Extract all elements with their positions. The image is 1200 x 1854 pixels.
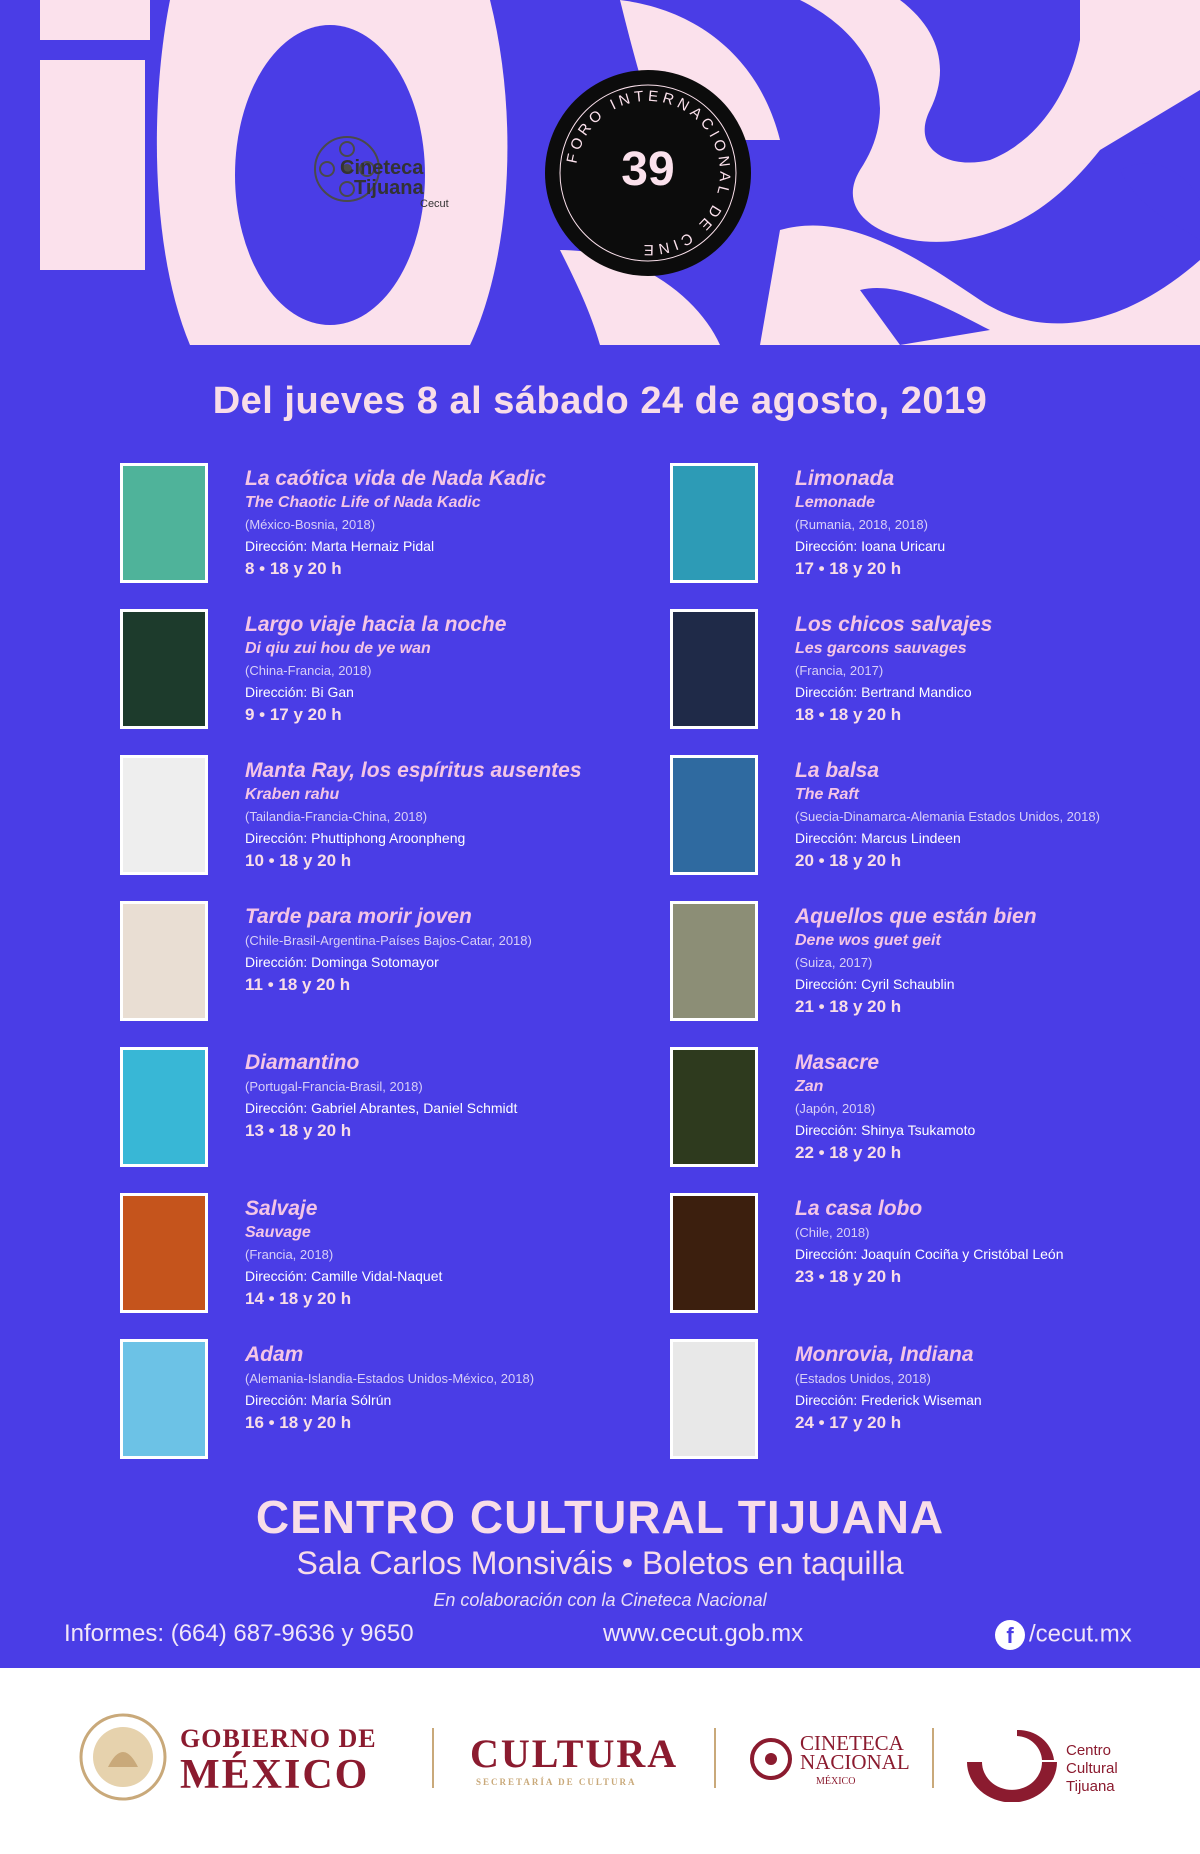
film-director: Dirección: Camille Vidal-Naquet [245,1268,443,1284]
film-screening-time: 11 • 18 y 20 h [245,975,351,994]
cineteca-tijuana-logo [312,128,472,218]
film-director: Dirección: Shinya Tsukamoto [795,1122,976,1138]
cineteca-nacional-line1: CINETECA [800,1731,904,1755]
film-screening-time: 24 • 17 y 20 h [795,1413,902,1432]
facebook-handle: /cecut.mx [1029,1620,1132,1648]
collaboration-note: En colaboración con la Cineteca Nacional [433,1590,767,1610]
film-country-year: (Tailandia-Francia-China, 2018) [245,809,428,824]
film-director: Dirección: Frederick Wiseman [795,1392,982,1408]
film-country-year: (Suecia-Dinamarca-Alemania Estados Unidos, 2018) [795,809,1100,824]
film-screening-time: 8 • 18 y 20 h [245,559,342,578]
film-country-year: (Rumania, 2018, 2018) [795,517,928,532]
logo-line2: Tijuana [354,177,424,199]
film-screening-time: 23 • 18 y 20 h [795,1267,902,1286]
film-info [245,1050,665,1143]
film-info [245,466,665,581]
film-country-year: (Portugal-Francia-Brasil, 2018) [245,1079,423,1094]
film-director: Dirección: Marcus Lindeen [795,830,961,846]
film-info [245,904,665,997]
film-info [245,1342,665,1435]
film-column-left [123,460,653,1482]
film-poster-thumbnail [123,1050,205,1164]
film-info [245,612,665,727]
film-screening-time: 22 • 18 y 20 h [795,1143,902,1162]
film-entry [123,898,653,1044]
film-country-year: (México-Bosnia, 2018) [245,517,376,532]
film-title: Adam [245,1343,304,1366]
film-poster-thumbnail [673,466,755,580]
film-title: Largo viaje hacia la noche [245,613,507,636]
footer-divider-3 [932,1728,934,1788]
film-entry [673,898,1200,1044]
logo-line1: Cineteca [340,157,424,179]
film-screening-time: 10 • 18 y 20 h [245,851,352,870]
venue-title: CENTRO CULTURAL TIJUANA [255,1491,945,1543]
gobierno-line1: GOBIERNO DE [180,1724,377,1753]
festival-dates: Del jueves 8 al sábado 24 de agosto, 2019 [212,380,988,422]
film-info [795,612,1200,727]
film-poster-thumbnail [673,904,755,1018]
gobierno-mexico-logo [180,1724,377,1796]
badge-ring-text: FORO INTERNACIONAL DE CINE [563,87,734,259]
film-original-title: Zan [795,1078,824,1095]
footer-divider-1 [432,1728,434,1788]
film-director: Dirección: Joaquín Cociña y Cristóbal León [795,1246,1064,1262]
film-director: Dirección: Bi Gan [245,684,354,700]
cecut-logo-icon [962,1722,1062,1802]
mexico-coat-of-arms-icon [78,1712,168,1802]
film-screening-time: 18 • 18 y 20 h [795,705,902,724]
film-title: Salvaje [245,1197,318,1220]
cecut-line3: Tijuana [1066,1778,1115,1795]
film-entry [123,1336,653,1482]
foro-39-badge [545,70,751,276]
film-country-year: (Suiza, 2017) [795,955,873,970]
film-title: Limonada [795,467,895,490]
film-entry [123,1190,653,1336]
film-title: La casa lobo [795,1197,923,1220]
film-director: Dirección: Ioana Uricaru [795,538,946,554]
cecut-line2: Cultural [1066,1760,1118,1777]
film-director: Dirección: Bertrand Mandico [795,684,972,700]
film-title: Los chicos salvajes [795,613,993,636]
film-screening-time: 21 • 18 y 20 h [795,997,902,1016]
cineteca-nacional-icon [750,1738,792,1780]
film-info [795,466,1200,581]
film-info [795,1050,1200,1165]
cultura-logo [470,1730,678,1787]
film-country-year: (Francia, 2018) [245,1247,334,1262]
cultura-subtitle: SECRETARÍA DE CULTURA [476,1777,637,1787]
film-title: Diamantino [245,1051,360,1074]
film-screening-time: 20 • 18 y 20 h [795,851,902,870]
film-entry [123,606,653,752]
film-director: Dirección: Marta Hernaiz Pidal [245,538,435,554]
film-country-year: (China-Francia, 2018) [245,663,372,678]
film-poster-thumbnail [673,612,755,726]
film-original-title: The Chaotic Life of Nada Kadic [245,494,481,511]
facebook-link[interactable] [995,1620,1132,1650]
film-poster-thumbnail [123,612,205,726]
film-country-year: (Estados Unidos, 2018) [795,1371,931,1386]
film-title: Aquellos que están bien [795,905,1037,928]
film-info [245,758,665,873]
film-entry [673,1044,1200,1190]
film-director: Dirección: Phuttiphong Aroonpheng [245,830,466,846]
film-info [795,758,1200,873]
cineteca-nacional-logo [800,1731,910,1791]
film-poster-thumbnail [123,1342,205,1456]
film-info [795,1342,1200,1435]
film-country-year: (Japón, 2018) [795,1101,876,1116]
film-entry [673,460,1200,606]
film-poster-thumbnail [673,1050,755,1164]
badge-number: 39 [621,143,675,196]
film-entry [673,606,1200,752]
film-original-title: Lemonade [795,494,876,511]
film-poster-thumbnail [123,758,205,872]
film-title: La caótica vida de Nada Kadic [245,467,547,490]
cecut-logo-text [1066,1742,1118,1796]
sala-info: Sala Carlos Monsiváis • Boletos en taquilla [296,1545,904,1581]
film-poster-thumbnail [673,1196,755,1310]
film-director: Dirección: Gabriel Abrantes, Daniel Schmidt [245,1100,518,1116]
film-poster-thumbnail [673,1342,755,1456]
film-info [795,1196,1200,1289]
film-original-title: Kraben rahu [245,786,340,803]
film-entry [673,1190,1200,1336]
cineteca-nacional-line3: MÉXICO [816,1776,856,1787]
film-entry [123,460,653,606]
film-entry [123,1044,653,1190]
contact-website[interactable]: www.cecut.gob.mx [603,1620,804,1647]
gobierno-line2: MÉXICO [180,1752,370,1798]
cineteca-nacional-line2: NACIONAL [800,1750,910,1774]
film-poster-thumbnail [673,758,755,872]
film-director: Dirección: Cyril Schaublin [795,976,955,992]
film-director: Dirección: Dominga Sotomayor [245,954,439,970]
film-original-title: Di qiu zui hou de ye wan [245,640,431,657]
cecut-line1: Centro [1066,1742,1112,1759]
footer-divider-2 [714,1728,716,1788]
film-title: Manta Ray, los espíritus ausentes [245,759,582,782]
film-screening-time: 16 • 18 y 20 h [245,1413,352,1432]
film-entry [673,1336,1200,1482]
film-country-year: (Chile-Brasil-Argentina-Países Bajos-Catar, 2018) [245,933,532,948]
film-entry [123,752,653,898]
film-info [795,904,1200,1019]
logo-line3: Cecut [420,198,449,210]
film-original-title: The Raft [795,786,859,803]
facebook-icon: f [995,1620,1025,1650]
film-title: Masacre [795,1051,880,1074]
film-title: Monrovia, Indiana [795,1343,974,1366]
film-country-year: (Francia, 2017) [795,663,884,678]
film-column-right [673,460,1200,1482]
sponsor-footer [0,1668,1200,1854]
film-country-year: (Alemania-Islandia-Estados Unidos-México, 2018) [245,1371,535,1386]
film-screening-time: 13 • 18 y 20 h [245,1121,352,1140]
film-poster-thumbnail [123,904,205,1018]
film-original-title: Sauvage [245,1224,311,1241]
film-screening-time: 17 • 18 y 20 h [795,559,902,578]
film-info [245,1196,665,1311]
film-title: La balsa [795,759,880,782]
film-screening-time: 9 • 17 y 20 h [245,705,342,724]
film-director: Dirección: María Sólrún [245,1392,392,1408]
contact-phone: Informes: (664) 687-9636 y 9650 [64,1620,414,1647]
film-screening-time: 14 • 18 y 20 h [245,1289,352,1308]
film-entry [673,752,1200,898]
film-original-title: Les garcons sauvages [795,640,967,657]
cultura-title: CULTURA [470,1731,679,1776]
film-original-title: Dene wos guet geit [795,932,941,949]
film-poster-thumbnail [123,466,205,580]
film-title: Tarde para morir joven [245,905,472,928]
film-country-year: (Chile, 2018) [795,1225,870,1240]
film-poster-thumbnail [123,1196,205,1310]
